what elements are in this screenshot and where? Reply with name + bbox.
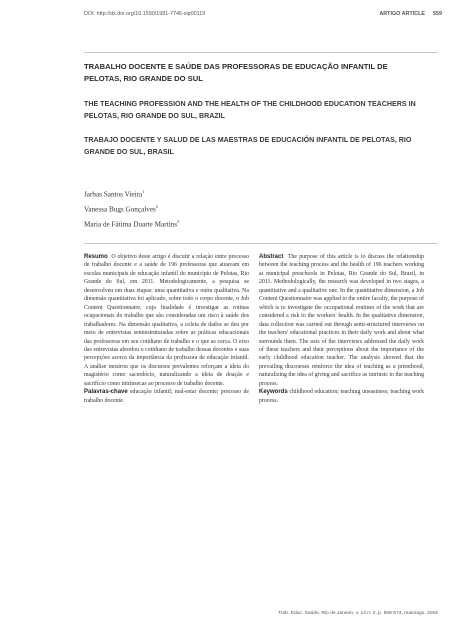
title-top-rule	[84, 52, 438, 53]
keywords-pt: Palavras-chave educação infantil; mal-estar docente; processo de trabalho docente.	[84, 389, 249, 404]
title-english: THE TEACHING PROFESSION AND THE HEALTH OF THE CHILDHOOD EDUCATION TEACHERS IN PELOTAS, RIO GRANDE DO SUL, BRAZIL	[84, 100, 416, 120]
abstract-top-rule	[84, 243, 438, 244]
doi-link[interactable]: DOI: http://dx.doi.org/10.1590/1981-7746-sip00119	[84, 11, 206, 17]
title-spanish: TRABAJO DOCENTE Y SALUD DE LAS MAESTRAS DE EDUCACIÓN INFANTIL DE PELOTAS, RIO GRANDE DO SUL, BRASIL	[84, 136, 412, 156]
page-footer: Trab. Educ. Saúde, Rio de Janeiro, v. 14 n. 2, p. 559-574, maio/ago. 2016	[278, 611, 438, 616]
keywords-en: Keywords childhood education; teaching uneasiness; teaching work process.	[259, 389, 424, 404]
author: Vanessa Bugs Gonçalves$^2$	[84, 203, 159, 214]
abstract-en-label: Abstract	[259, 254, 284, 260]
author-list	[84, 186, 179, 231]
header-right	[379, 11, 442, 17]
author: Jarbas Santos Vieira$^1$	[84, 189, 145, 199]
section-label: ARTIGO ARTICLE	[379, 11, 425, 17]
abstract-pt-label: Resumo	[84, 254, 108, 260]
author: Maria de Fátima Duarte Martins$^3$	[84, 218, 180, 229]
abstract-portuguese	[84, 253, 249, 405]
title-portuguese: TRABALHO DOCENTE E SAÚDE DAS PROFESSORAS DE EDUCAÇÃO INFANTIL DE PELOTAS, RIO GRANDE DO SUL	[84, 62, 388, 83]
page-header	[84, 11, 442, 21]
abstract-en-body: Abstract The purpose of this article is to discuss the relationship between the teaching process and the health of 196 teachers working at municipal preschools in Pelotas, Rio Grande do Sul, Brazil, in 2011. Methodologically, the research was developed in two stages, a quantitative and a qualitative one. In the quantitative dimension, a Job Content Questionnaire was applied to the entire faculty, the purpose of which is to investigate the occupational routines of the work that are considered a risk to the workers' health. In the qualitative dimension, data collection was carried out through semi-structured interviews on the teachers' educational practices in their daily work and about what surrounds them. The axis of the interviews addressed the daily work of these teachers and their perceptions about the importance of the early childhood education teacher. The analysis showed that the prevailing discourses reinforce the idea of teaching as a priesthood, naturalizing the idea of giving and sacrifice as intrinsic to the teaching process.	[259, 254, 424, 387]
abstract-pt-body: Resumo O objetivo deste artigo é discutir a relação entre processo de trabalho docente e a saúde de 196 professoras que atuavam em escolas municipais de educação infantil do município de Pelotas, Rio Grande do Sul, em 2011. Metodologicamente, a pesquisa se desenvolveu em duas etapas: uma quantitativa e outra qualitativa. Na dimensão quantitativa foi aplicado, sobre todo o corpo docente, o Job Content Questionnaire, cuja finalidade é investigar as rotinas ocupacionais do trabalho que são consideradas um risco à saúde dos trabalhadores. Na dimensão qualitativa, a coleta de dados se deu por meio de entrevistas semiestruturadas sobre as práticas educacionais das professoras em seu cotidiano de trabalho e o que as cerca. O eixo das entrevistas abordou o cotidiano de trabalho dessas docentes e suas percepções acerca da importância da profissora de educação infantil. A análise mostrou que os discursos prevalentes reforçam a ideia do magistério como sacerdócio, naturalizando a ideia de doação e sacrifício como intrínsecas ao processo de trabalho docente.	[84, 254, 249, 387]
page-number: 559	[433, 11, 442, 17]
abstract-english	[259, 253, 424, 405]
